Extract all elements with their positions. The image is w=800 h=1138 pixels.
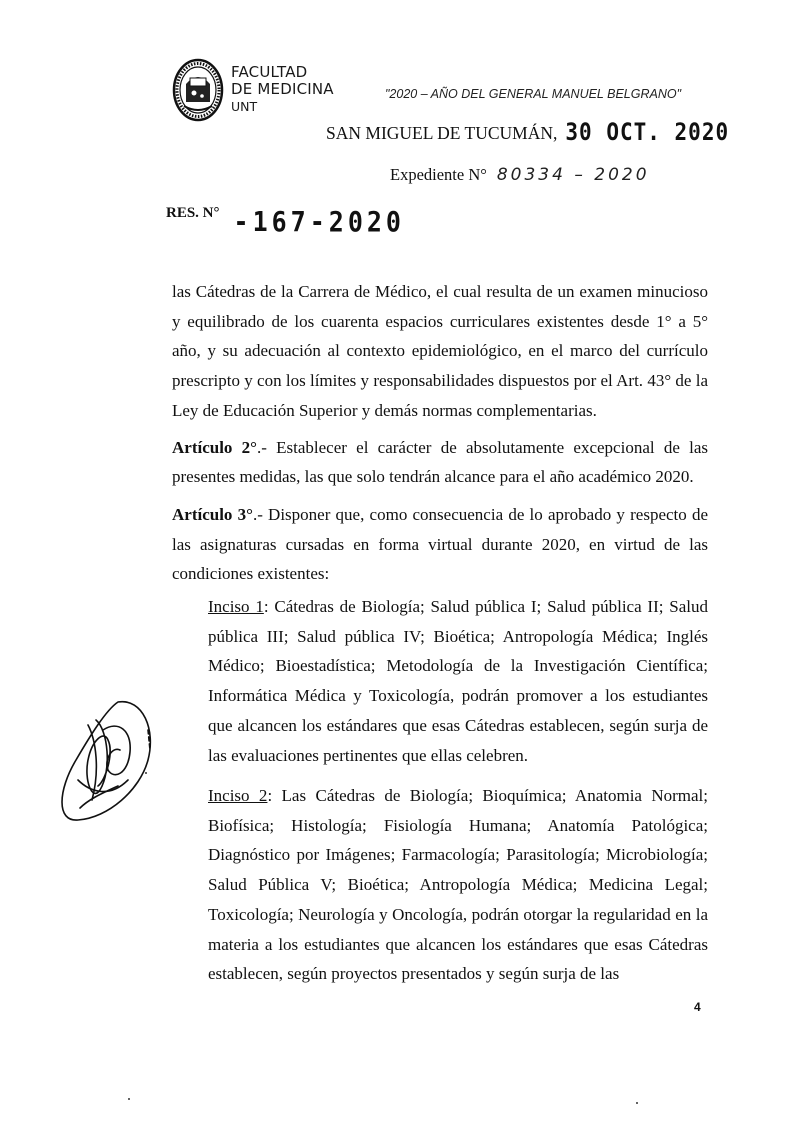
motto: "2020 – AÑO DEL GENERAL MANUEL BELGRANO" xyxy=(385,87,682,101)
faculty-seal-icon xyxy=(172,58,224,122)
inciso-1-label: Inciso 1 xyxy=(208,597,264,616)
article-2 xyxy=(172,433,708,492)
scan-speck xyxy=(128,1098,130,1100)
inciso-2 xyxy=(208,781,708,989)
place-date-line xyxy=(326,120,729,144)
inciso-1-text: : Cátedras de Biología; Salud pública I; Salud pública II; Salud pública III; Salud pública IV; Bioética; Antropología Médica; Inglés Médico; Bioestadística; Metodología de la Investigación Científica; Informática Médica y Toxicología, podrán promover a los estudiantes que alcancen los estándares que esas Cátedras establecen, según surja de las evaluaciones pertinentes que ellas celebren. xyxy=(208,597,708,765)
article-3-label: Artículo 3° xyxy=(172,504,253,524)
article-2-text: .- Establecer el carácter de absolutamente excepcional de las presentes medidas, las que solo tendrán alcance para el año académico 2020. xyxy=(172,437,708,487)
inciso-2-paragraph xyxy=(208,781,708,989)
resolution-number: -167-2020 xyxy=(233,205,405,238)
resolution-label: RES. N° xyxy=(166,205,220,221)
inciso-2-text: : Las Cátedras de Biología; Bioquímica; Anatomia Normal; Biofísica; Histología; Fisiología Humana; Anatomía Patológica; Diagnóstico por Imágenes; Farmacología; Parasitología; Microbiología; Salud Pública V; Bioética; Antropología Médica; Medicina Legal; Toxicología; Neurología y Oncología, podrán otorgar la regularidad en la materia a los estudiantes que alcancen los estándares que esas Cátedras establecen, según proyectos presentados y según surja de las xyxy=(208,786,708,984)
resolution-line xyxy=(166,205,405,238)
faculty-name xyxy=(231,64,334,115)
place: SAN MIGUEL DE TUCUMÁN, xyxy=(326,123,558,143)
faculty-line-3: UNT xyxy=(231,99,258,114)
continuation-paragraph: las Cátedras de la Carrera de Médico, el cual resulta de un examen minucioso y equilibrado de los cuarenta espacios curriculares existentes desde 1° a 5° año, y su adecuación al contexto epidemiológico, en el marco del currículo prescripto y con los límites y responsabilidades dispuestos por el Art. 43° de la Ley de Educación Superior y demás normas complementarias. xyxy=(172,282,708,420)
handwritten-signature-icon xyxy=(48,690,158,830)
expediente-value: 80334 – 2020 xyxy=(496,165,650,185)
article-2-label: Artículo 2° xyxy=(172,437,257,457)
expediente-line xyxy=(390,165,650,185)
article-3-text: .- Disponer que, como consecuencia de lo aprobado y respecto de las asignaturas cursadas en forma virtual durante 2020, en virtud de las condiciones existentes: xyxy=(172,504,708,584)
scan-speck xyxy=(636,1102,638,1104)
faculty-line-1: FACULTAD xyxy=(231,63,308,81)
inciso-1-paragraph xyxy=(208,592,708,770)
article-3 xyxy=(172,500,708,589)
inciso-1 xyxy=(208,592,708,770)
scan-speck xyxy=(145,772,147,774)
faculty-line-2: DE MEDICINA xyxy=(231,80,334,98)
expediente-label: Expediente N° xyxy=(390,165,487,184)
date-stamp: 30 OCT. 2020 xyxy=(565,118,730,146)
page-number: 4 xyxy=(694,1000,701,1014)
inciso-2-label: Inciso 2 xyxy=(208,786,268,805)
main-text xyxy=(172,277,708,597)
